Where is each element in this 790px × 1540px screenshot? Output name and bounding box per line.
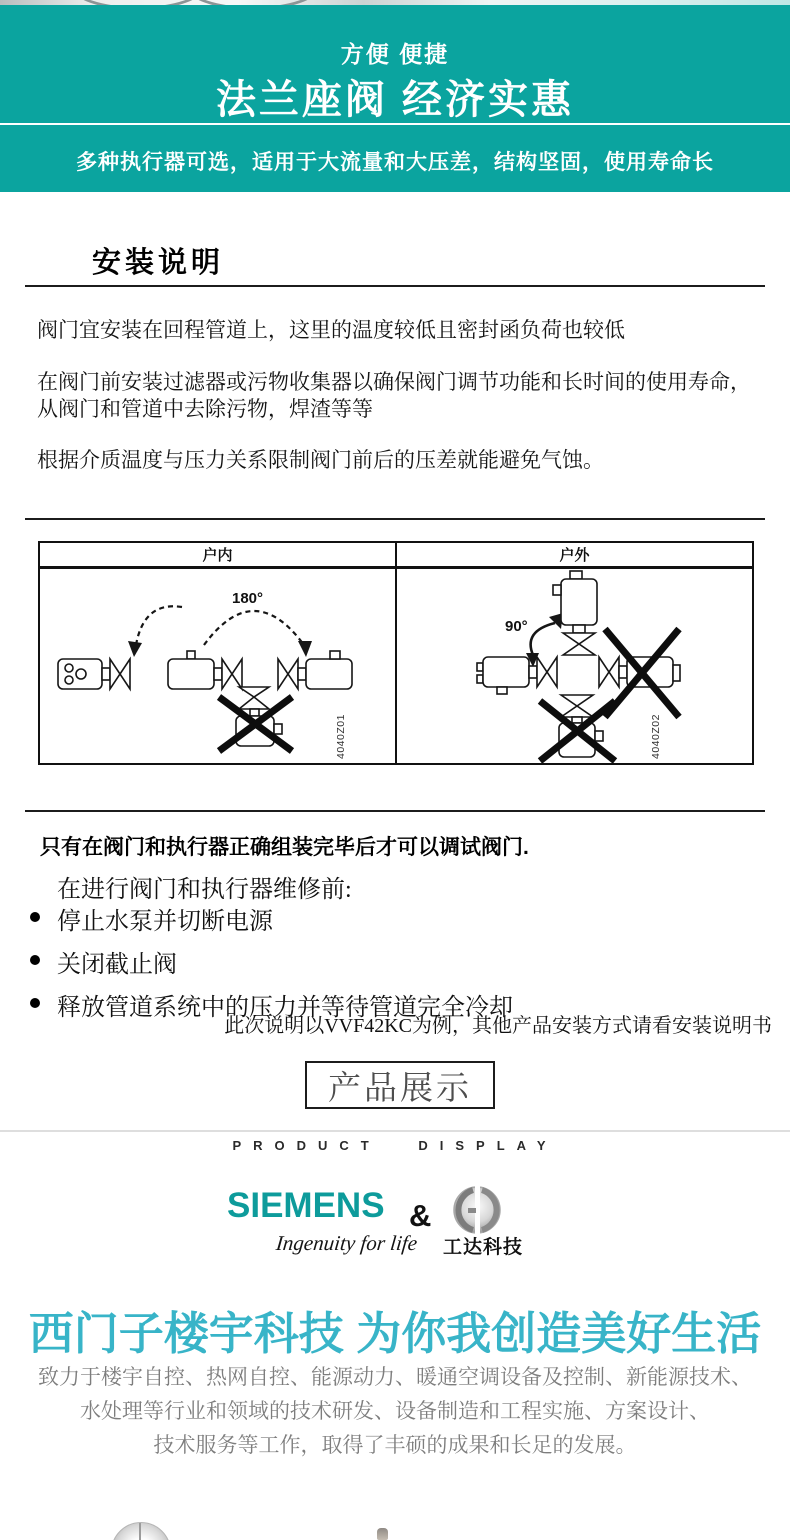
siemens-slogan: Ingenuity for life xyxy=(274,1231,419,1255)
hero-divider xyxy=(0,123,790,125)
description-line: 致力于楼宇自控、热网自控、能源动力、暖通空调设备及控制、新能源技术、 xyxy=(38,1366,752,1389)
svg-text:90°: 90° xyxy=(505,618,528,635)
step-text: 停止水泵并切断电源 xyxy=(57,909,273,935)
valve-assembly xyxy=(278,651,352,689)
bullet-icon xyxy=(30,912,40,922)
partner-name: 工达科技 xyxy=(443,1237,524,1258)
outdoor-valve-orientations-drawing xyxy=(397,569,750,763)
valve-assembly xyxy=(553,571,597,655)
indoor-valve-orientations-drawing xyxy=(40,569,394,763)
install-paragraph-2: 在阀门前安装过滤器或污物收集器以确保阀门调节功能和长时间的使用寿命，从阀门和管道中去除污物，焊渣等等 xyxy=(37,370,751,421)
svg-text:4040Z01: 4040Z01 xyxy=(335,714,347,759)
siemens-logo: SIEMENS xyxy=(227,1186,385,1225)
indoor-diagram xyxy=(40,569,395,763)
rule xyxy=(25,810,765,812)
rule xyxy=(25,518,765,520)
install-paragraph-3: 根据介质温度与压力关系限制阀门前后的压差就能避免气蚀。 xyxy=(37,448,604,472)
outdoor-header: 户外 xyxy=(397,543,752,569)
hero-banner xyxy=(0,5,790,192)
ampersand: & xyxy=(409,1198,432,1233)
description-line: 技术服务等工作，取得了丰硕的成果和长足的发展。 xyxy=(153,1434,637,1457)
valve-assembly xyxy=(477,657,557,694)
indoor-header: 户内 xyxy=(40,543,395,569)
mounting-orientation-table xyxy=(38,541,754,765)
list-item xyxy=(30,944,513,979)
svg-text:4040Z02: 4040Z02 xyxy=(650,714,662,759)
valve-assembly xyxy=(58,659,130,689)
outdoor-diagram xyxy=(397,569,752,763)
hero-subtitle: 方便 便捷 xyxy=(340,41,450,67)
outdoor-column xyxy=(397,543,752,763)
valve-assembly xyxy=(168,651,242,689)
description-line: 水处理等行业和领域的技术研发、设备制造和工程实施、方案设计、 xyxy=(80,1400,710,1423)
bullet-icon xyxy=(30,998,40,1008)
step-text: 关闭截止阀 xyxy=(57,952,177,978)
forbidden-orientation xyxy=(540,695,615,761)
list-item xyxy=(30,901,513,936)
svg-text:180°: 180° xyxy=(232,590,264,607)
example-note: 此次说明以VVF42KC为例，其他产品安装方式请看安装说明书 xyxy=(224,1015,772,1037)
product-display-subheading: PRODUCT DISPLAY xyxy=(232,1138,558,1153)
partial-product-image xyxy=(377,1528,388,1540)
brand-headline: 西门子楼宇科技 为你我创造美好生活 xyxy=(28,1308,762,1359)
forbidden-orientation xyxy=(219,687,292,751)
brand-description xyxy=(0,1361,790,1463)
product-display-box: 产品展示 xyxy=(305,1061,495,1109)
section-divider xyxy=(0,1130,790,1132)
install-heading: 安装说明 xyxy=(92,247,225,279)
indoor-column xyxy=(40,543,397,763)
hero-tagline: 多种执行器可选，适用于大流量和大压差，结构坚固，使用寿命长 xyxy=(76,151,714,174)
rule xyxy=(25,285,765,287)
install-paragraph-1: 阀门宜安装在回程管道上，这里的温度较低且密封函负荷也较低 xyxy=(37,318,625,342)
logo-stem xyxy=(139,1523,141,1540)
hero-title: 法兰座阀 经济实惠 xyxy=(215,78,575,122)
partial-logo-image xyxy=(111,1522,171,1540)
commissioning-note: 只有在阀门和执行器正确组装完毕后才可以调试阀门. xyxy=(40,836,529,859)
step-text: 释放管道系统中的压力并等待管道完全冷却 xyxy=(57,995,513,1021)
bullet-icon xyxy=(30,955,40,965)
pre-service-label: 在进行阀门和执行器维修前: xyxy=(57,877,352,903)
